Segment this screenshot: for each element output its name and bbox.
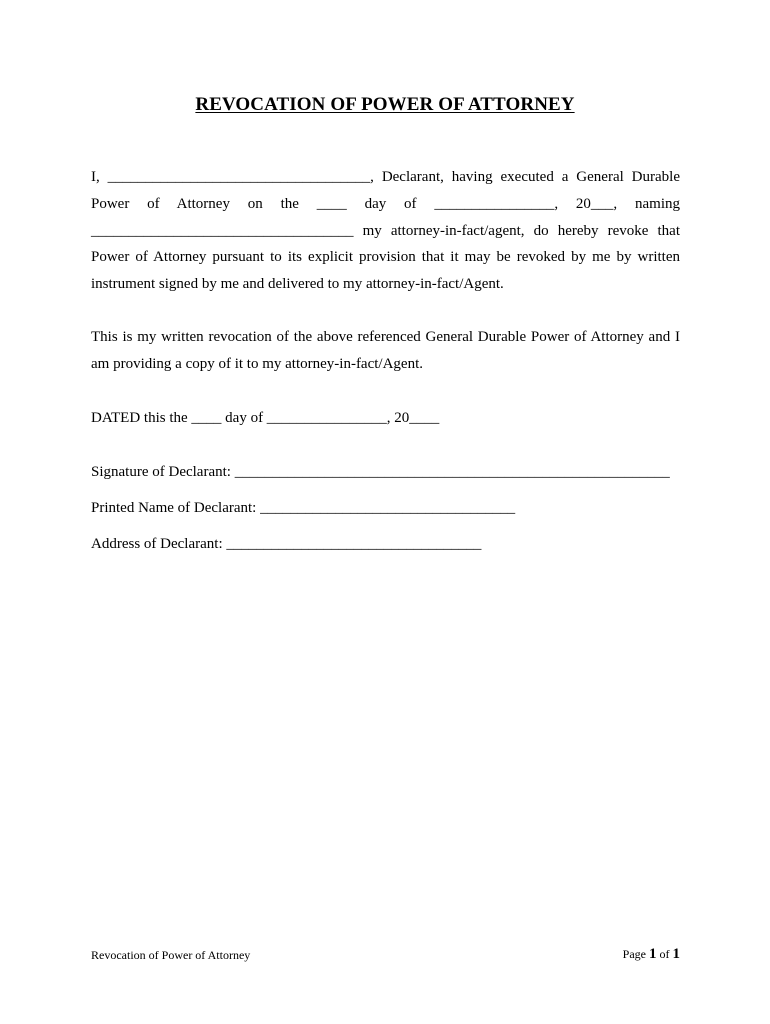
footer-document-name: Revocation of Power of Attorney	[91, 948, 251, 962]
page-number: 1	[649, 946, 657, 962]
footer-page-indicator	[623, 945, 680, 963]
written-revocation-paragraph	[91, 324, 684, 378]
written-revocation-paragraph-text: This is my written revocation of the above referenced General Durable Power of Attorney and I am providing a copy of it to my attorney-in-fact/Agent.	[91, 329, 684, 372]
dated-line: DATED this the ____ day of ________________, 20____	[91, 410, 440, 426]
page-label: Page	[622, 947, 646, 961]
document-title: REVOCATION OF POWER OF ATTORNEY	[195, 94, 575, 115]
page-total: 1	[672, 946, 680, 962]
revocation-paragraph-text: I, ___________________________________, Declarant, having executed a General Durable Power of Attorney on the ____ day of ________________, 20___, naming ___________________________________ my attorney-in-fact/agent, do hereby revoke that Power of Attorney pursuant to its explicit provision that it may be revoked by me by written instrument signed by me and delivered to my attorney-in-fact/Agent.	[91, 169, 684, 293]
address-line: Address of Declarant: __________________________________	[91, 536, 482, 552]
of-label: of	[659, 947, 670, 961]
printed-name-line: Printed Name of Declarant: __________________________________	[91, 500, 516, 516]
signature-line: Signature of Declarant: __________________________________________________________	[91, 464, 670, 480]
revocation-paragraph	[91, 164, 684, 298]
